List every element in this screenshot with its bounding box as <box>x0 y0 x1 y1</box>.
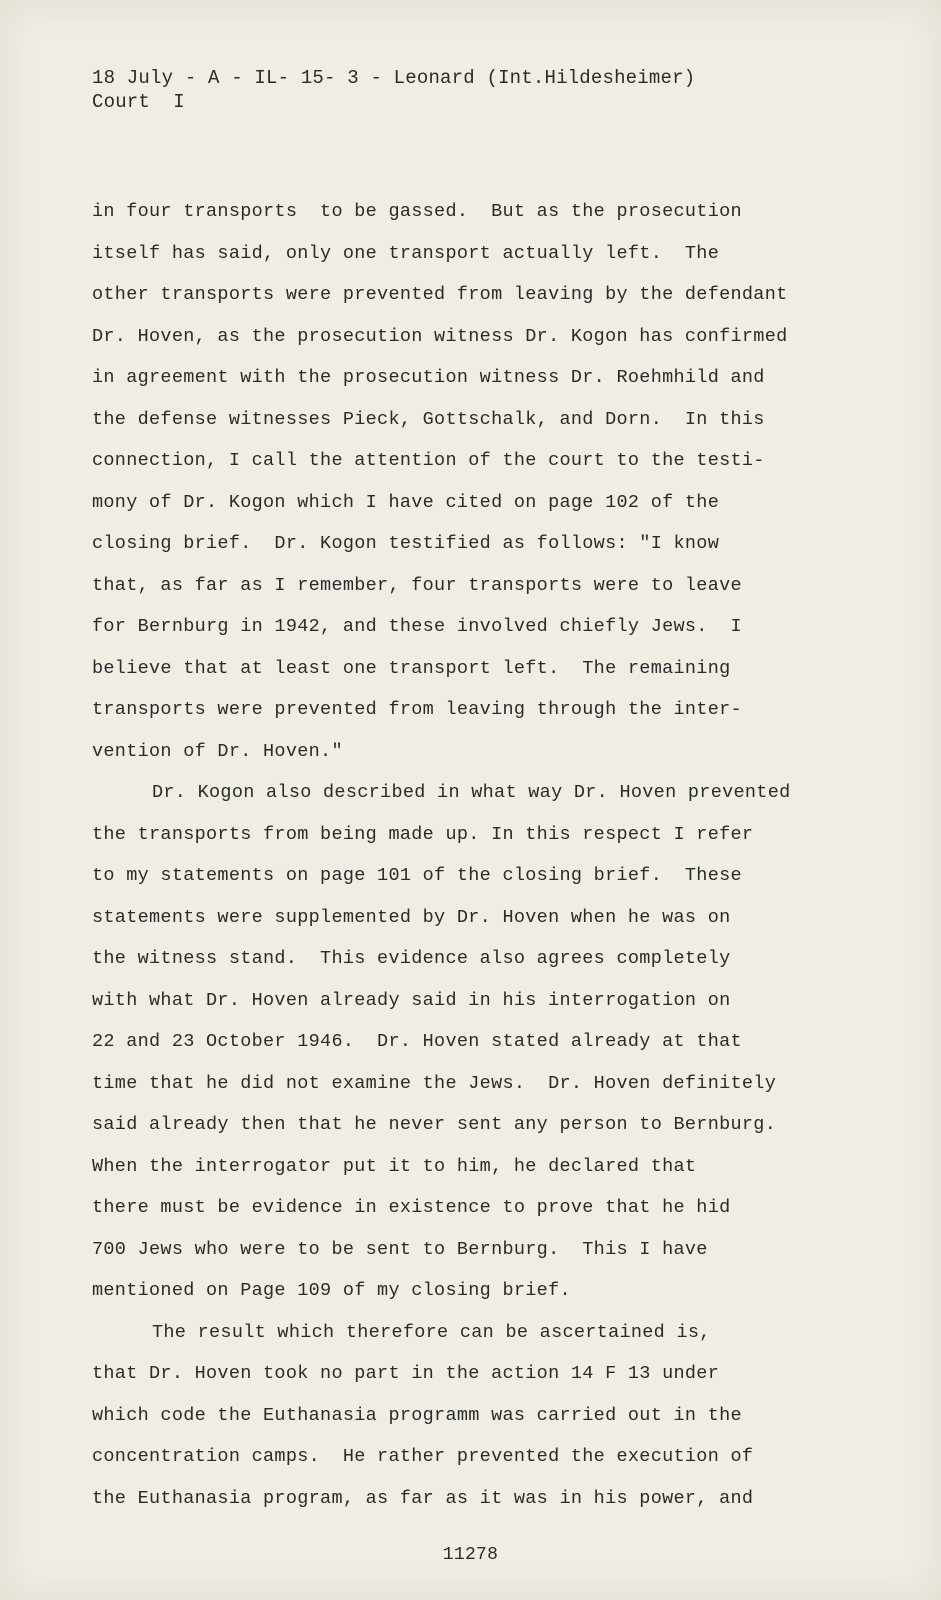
body-line: the transports from being made up. In this respect I refer <box>92 823 754 845</box>
body-line: that Dr. Hoven took no part in the action 14 F 13 under <box>92 1363 720 1384</box>
body-line: the defense witnesses Pieck, Gottschalk, and Dorn. In this <box>92 408 765 430</box>
body-line: vention of Dr. Hoven." <box>92 740 343 762</box>
body-line: other transports were prevented from leaving by the defendant <box>92 284 788 305</box>
body-line: the Euthanasia program, as far as it was in his power, and <box>92 1487 754 1509</box>
body-line: statements were supplemented by Dr. Hoven when he was on <box>92 906 731 928</box>
page-number: 11278 <box>442 1545 499 1565</box>
body-line: transports were prevented from leaving through the inter- <box>92 699 742 720</box>
body-line: When the interrogator put it to him, he declared that <box>92 1155 697 1177</box>
body-line: which code the Euthanasia programm was carried out in the <box>92 1404 742 1426</box>
body-line: 22 and 23 October 1946. Dr. Hoven stated already at that <box>92 1031 742 1052</box>
body-line: to my statements on page 101 of the closing brief. These <box>92 865 742 886</box>
body-line: time that he did not examine the Jews. Dr. Hoven definitely <box>92 1072 777 1094</box>
body-line: 700 Jews who were to be sent to Bernburg. This I have <box>92 1238 708 1260</box>
body-line: closing brief. Dr. Kogon testified as follows: "I know <box>92 533 720 554</box>
body-line: itself has said, only one transport actually left. The <box>92 242 720 264</box>
header-line-case: 18 July - A - IL- 15- 3 - Leonard (Int.Hildesheimer) <box>92 67 696 89</box>
body-line-paragraph-start: Dr. Kogon also described in what way Dr. Hoven prevented <box>152 782 791 803</box>
body-line: connection, I call the attention of the court to the testi- <box>92 450 765 471</box>
body-line: mentioned on Page 109 of my closing brief. <box>92 1280 571 1301</box>
body-line: that, as far as I remember, four transports were to leave <box>92 574 742 596</box>
body-line: in four transports to be gassed. But as the prosecution <box>92 201 742 222</box>
body-line: Dr. Hoven, as the prosecution witness Dr. Kogon has confirmed <box>92 325 788 347</box>
body-line: believe that at least one transport left. The remaining <box>92 657 731 679</box>
body-line: said already then that he never sent any person to Bernburg. <box>92 1114 777 1135</box>
body-line: the witness stand. This evidence also agrees completely <box>92 948 731 969</box>
body-line: with what Dr. Hoven already said in his interrogation on <box>92 989 731 1011</box>
document-header <box>92 66 695 114</box>
body-line-paragraph-start: The result which therefore can be ascertained is, <box>152 1321 711 1343</box>
body-line: in agreement with the prosecution witness Dr. Roehmhild and <box>92 367 765 388</box>
header-line-court: Court I <box>92 91 185 113</box>
body-line: for Bernburg in 1942, and these involved chiefly Jews. I <box>92 616 742 637</box>
body-line: there must be evidence in existence to prove that he hid <box>92 1197 731 1218</box>
document-body <box>92 191 791 1519</box>
body-line: concentration camps. He rather prevented the execution of <box>92 1446 754 1467</box>
body-line: mony of Dr. Kogon which I have cited on page 102 of the <box>92 491 720 513</box>
